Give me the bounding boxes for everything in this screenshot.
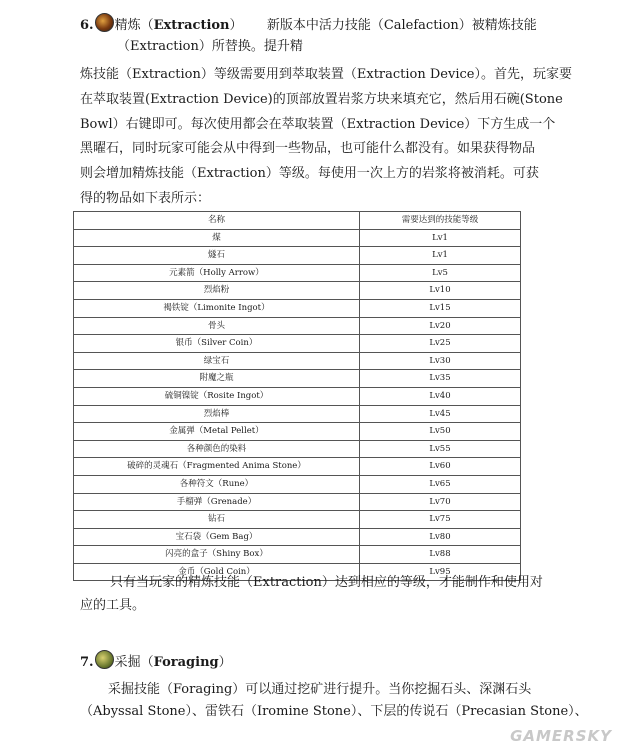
table-row	[74, 387, 521, 405]
item-name-cell: 各种符文（Rune）	[74, 475, 360, 493]
item-name-cell: 绿宝石	[74, 352, 360, 370]
table-row	[74, 458, 521, 476]
item-name-cell: 褐铁锭（Limonite Ingot）	[74, 299, 360, 317]
item-level-cell: Lv55	[360, 440, 521, 458]
section-7-number: 7.	[80, 655, 94, 670]
item-name-cell: 燧石	[74, 247, 360, 265]
table-row	[74, 511, 521, 529]
section-7-title-en: Foraging	[153, 655, 219, 670]
item-level-cell: Lv40	[360, 387, 521, 405]
item-level-cell: Lv10	[360, 282, 521, 300]
item-name-cell: 元素箭（Holly Arrow）	[74, 264, 360, 282]
section-7-line-1: 采掘技能（Foraging）可以通过挖矿进行提升。当你挖掘石头、深渊石头	[108, 682, 532, 697]
item-name-cell: 闪亮的盒子（Shiny Box）	[74, 546, 360, 564]
section-6-title-close: ）	[229, 18, 243, 33]
paragraph-line-2: 在萃取装置(Extraction Device)的顶部放置岩浆方块来填充它，然后用石碗(Stone	[80, 92, 563, 107]
table-row	[74, 317, 521, 335]
table-row	[74, 299, 521, 317]
table-row	[74, 229, 521, 247]
extraction-items-table	[73, 211, 521, 581]
item-name-cell: 附魔之瓶	[74, 370, 360, 388]
paragraph-line-1: 炼技能（Extraction）等级需要用到萃取装置（Extraction Device）。首先，玩家要	[80, 67, 572, 82]
item-name-cell: 手榴弹（Grenade）	[74, 493, 360, 511]
item-name-cell: 硫铜镍锭（Rosite Ingot）	[74, 387, 360, 405]
table-header-row	[74, 212, 521, 230]
item-name-cell: 金属弹（Metal Pellet）	[74, 423, 360, 441]
item-level-cell: Lv1	[360, 247, 521, 265]
after-table-line-1: 只有当玩家的精炼技能（Extraction）达到相应的等级，才能制作和使用对	[110, 575, 543, 590]
column-header-name: 名称	[74, 212, 360, 230]
item-level-cell: Lv60	[360, 458, 521, 476]
item-name-cell: 各种颜色的染料	[74, 440, 360, 458]
section-7-line-2: （Abyssal Stone）、雷铁石（Iromine Stone）、下层的传说石（Precasian Stone）、	[80, 704, 588, 719]
table-row	[74, 493, 521, 511]
item-level-cell: Lv75	[360, 511, 521, 529]
table-row	[74, 264, 521, 282]
table-row	[74, 282, 521, 300]
item-level-cell: Lv65	[360, 475, 521, 493]
item-level-cell: Lv80	[360, 528, 521, 546]
item-level-cell: Lv20	[360, 317, 521, 335]
table-row	[74, 546, 521, 564]
paragraph-line-3: Bowl）右键即可。每次使用都会在萃取装置（Extraction Device）下方生成一个	[80, 117, 556, 132]
item-level-cell: Lv45	[360, 405, 521, 423]
item-level-cell: Lv88	[360, 546, 521, 564]
column-header-level: 需要达到的技能等级	[360, 212, 521, 230]
table-body	[74, 229, 521, 581]
section-6-heading	[80, 13, 537, 36]
item-name-cell: 宝石袋（Gem Bag）	[74, 528, 360, 546]
item-level-cell: Lv35	[360, 370, 521, 388]
item-level-cell: Lv95	[360, 563, 521, 581]
table-row	[74, 528, 521, 546]
foraging-skill-icon	[95, 650, 114, 669]
item-level-cell: Lv1	[360, 229, 521, 247]
paragraph-line-4: 黑曜石，同时玩家可能会从中得到一些物品，也可能什么都没有。如果获得物品	[80, 141, 536, 156]
table-row	[74, 440, 521, 458]
section-7-heading	[80, 650, 232, 673]
watermark-logo: GAMERSKY	[510, 727, 612, 745]
item-name-cell: 破碎的灵魂石（Fragmented Anima Stone）	[74, 458, 360, 476]
section-7-title-cn: 采掘（	[114, 655, 154, 670]
table-row	[74, 423, 521, 441]
item-name-cell: 烈焰棒	[74, 405, 360, 423]
table-row	[74, 405, 521, 423]
section-6-title-en: Extraction	[153, 18, 230, 33]
item-level-cell: Lv25	[360, 335, 521, 353]
paragraph-line-6: 得的物品如下表所示：	[80, 191, 211, 206]
paragraph-line-5: 则会增加精炼技能（Extraction）等级。每使用一次上方的岩浆将被消耗。可获	[80, 166, 539, 181]
item-name-cell: 金币（Gold Coin）	[74, 563, 360, 581]
extraction-skill-icon	[95, 13, 114, 32]
item-name-cell: 烈焰粉	[74, 282, 360, 300]
section-6-intro-line2: （Extraction）所替换。提升精	[117, 39, 303, 54]
item-level-cell: Lv70	[360, 493, 521, 511]
table-row	[74, 370, 521, 388]
section-6-number: 6.	[80, 18, 94, 33]
item-name-cell: 钻石	[74, 511, 360, 529]
table-row	[74, 335, 521, 353]
after-table-line-2: 应的工具。	[80, 598, 146, 613]
item-level-cell: Lv30	[360, 352, 521, 370]
section-6-intro-line1: 新版本中活力技能（Calefaction）被精炼技能	[266, 18, 537, 33]
item-name-cell: 骨头	[74, 317, 360, 335]
section-7-title-close: ）	[218, 655, 232, 670]
section-6-title-cn: 精炼（	[114, 18, 154, 33]
table-row	[74, 475, 521, 493]
item-name-cell: 煤	[74, 229, 360, 247]
item-name-cell: 银币（Silver Coin）	[74, 335, 360, 353]
table-row	[74, 352, 521, 370]
table-row	[74, 247, 521, 265]
item-level-cell: Lv15	[360, 299, 521, 317]
item-level-cell: Lv5	[360, 264, 521, 282]
item-level-cell: Lv50	[360, 423, 521, 441]
